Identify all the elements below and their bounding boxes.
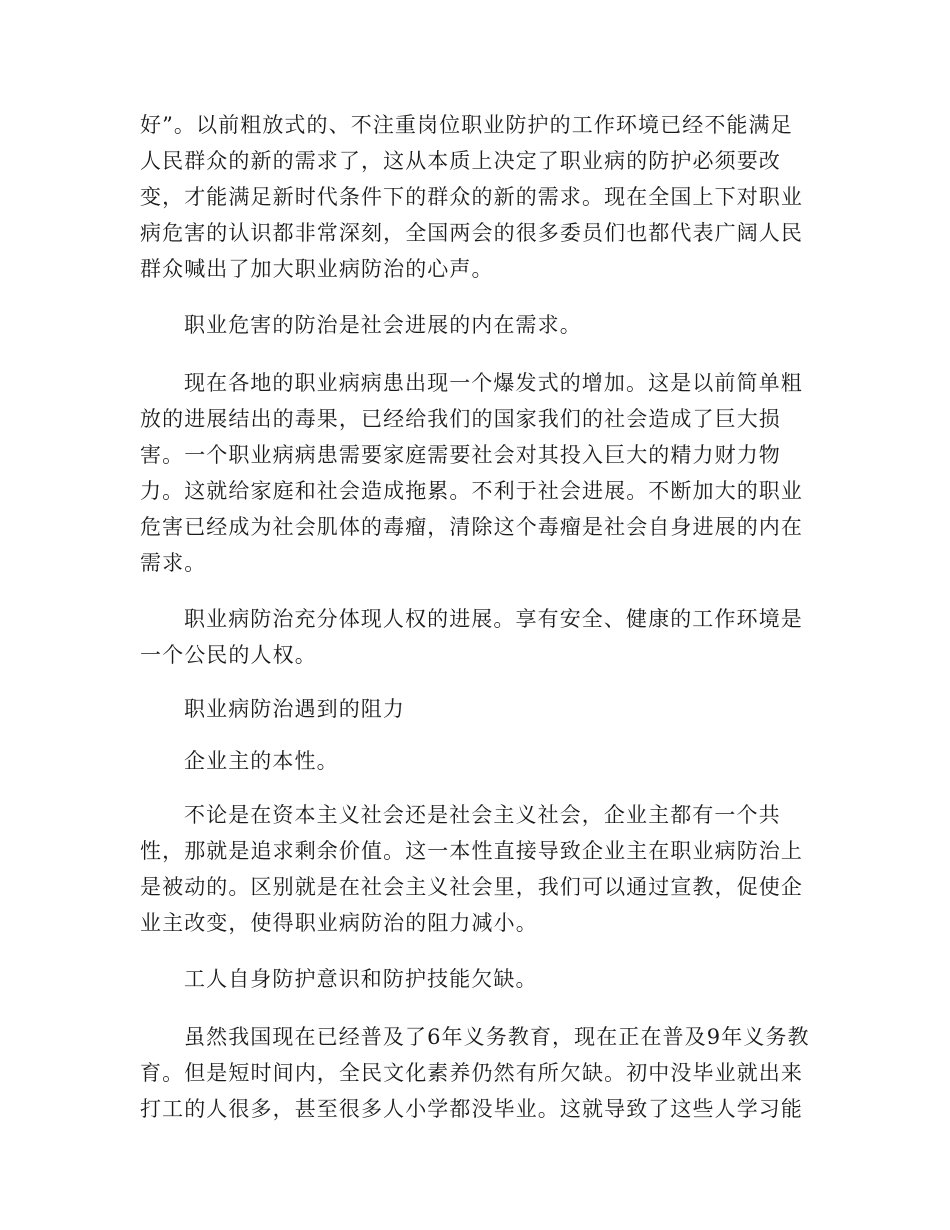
subheading-employer-nature: 企业主的本性。 [184, 749, 339, 773]
paragraph-3-line-5: 危害已经成为社会肌体的毒瘤，清除这个毒瘤是社会自身进展的内在 [140, 515, 803, 539]
section-heading-resistance: 职业病防治遇到的阻力 [184, 697, 405, 721]
paragraph-7-line-3: 是被动的。区别就是在社会主义社会里，我们可以通过宣教，促使企 [140, 875, 803, 899]
paragraph-9-line-3: 打工的人很多，甚至很多人小学都没毕业。这就导致了这些人学习能 [140, 1097, 803, 1121]
paragraph-4-line-2: 一个公民的人权。 [140, 643, 317, 667]
paragraph-4-line-1: 职业病防治充分体现人权的进展。享有安全、健康的工作环境是 [184, 607, 803, 631]
paragraph-3-line-3: 害。一个职业病病患需要家庭需要社会对其投入巨大的精力财力物 [140, 443, 781, 467]
paragraph-3-line-2: 放的进展结出的毒果，已经给我们的国家我们的社会造成了巨大损 [140, 407, 781, 431]
paragraph-1-line-3: 变，才能满足新时代条件下的群众的新的需求。现在全国上下对职业 [140, 185, 803, 209]
paragraph-3-line-6: 需求。 [140, 551, 207, 575]
paragraph-1-line-4: 病危害的认识都非常深刻，全国两会的很多委员们也都代表广阔人民 [140, 221, 803, 245]
paragraph-7-line-4: 业主改变，使得职业病防治的阻力减小。 [140, 911, 538, 935]
paragraph-1-line-2: 人民群众的新的需求了，这从本质上决定了职业病的防护必须要改 [140, 149, 781, 173]
paragraph-7-line-1: 不论是在资本主义社会还是社会主义社会，企业主都有一个共 [184, 803, 781, 827]
paragraph-1-line-5: 群众喊出了加大职业病防治的心声。 [140, 257, 494, 281]
paragraph-9-line-1: 虽然我国现在已经普及了6年义务教育，现在正在普及9年义务教 [184, 1025, 810, 1049]
paragraph-9-line-2: 育。但是短时间内，全民文化素养仍然有所欠缺。初中没毕业就出来 [140, 1061, 803, 1085]
paragraph-2-line-1: 职业危害的防治是社会进展的内在需求。 [184, 313, 582, 337]
paragraph-3-line-1: 现在各地的职业病病患出现一个爆发式的增加。这是以前简单粗 [184, 371, 803, 395]
subheading-worker-awareness: 工人自身防护意识和防护技能欠缺。 [184, 967, 538, 991]
paragraph-3-line-4: 力。这就给家庭和社会造成拖累。不利于社会进展。不断加大的职业 [140, 479, 803, 503]
paragraph-1-line-1: 好”。以前粗放式的、不注重岗位职业防护的工作环境已经不能满足 [140, 113, 793, 137]
paragraph-7-line-2: 性，那就是追求剩余价值。这一本性直接导致企业主在职业病防治上 [140, 839, 803, 863]
